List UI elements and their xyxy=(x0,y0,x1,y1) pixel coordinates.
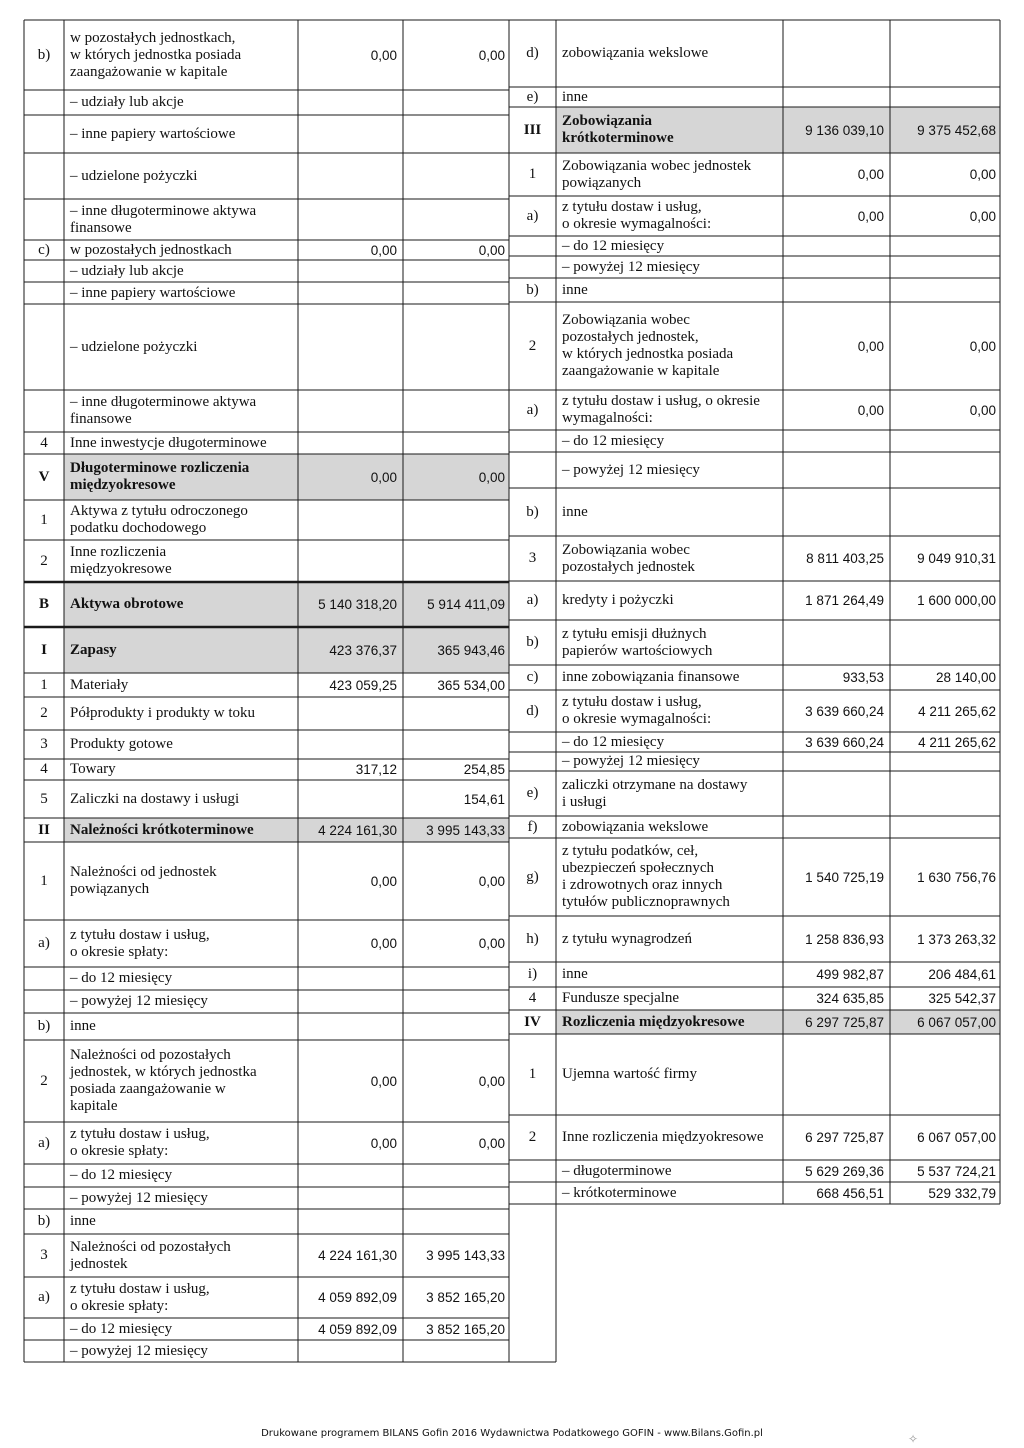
right-marker: b) xyxy=(526,503,539,520)
left-marker: a) xyxy=(38,1289,50,1305)
left-value-previous: 0,00 xyxy=(478,1135,505,1151)
left-row-label: – inne długoterminowe aktywa finansowe xyxy=(70,202,257,236)
right-row-label: inne zobowiązania finansowe xyxy=(562,669,740,685)
left-value-current: 4 059 892,09 xyxy=(318,1290,397,1305)
left-marker: 2 xyxy=(40,552,48,569)
left-row-label: – powyżej 12 miesięcy xyxy=(70,1189,208,1206)
right-value-current: 3 639 660,24 xyxy=(805,734,884,750)
right-row-label: Fundusze specjalne xyxy=(562,990,680,1006)
left-row-label: – powyżej 12 miesięcy xyxy=(70,993,208,1009)
left-value-previous: 5 914 411,09 xyxy=(427,597,505,612)
left-value-current: 423 059,25 xyxy=(329,677,397,693)
right-marker: 2 xyxy=(528,1129,537,1145)
right-marker: 1 xyxy=(528,1066,537,1082)
left-value-previous: 3 995 143,33 xyxy=(426,1248,505,1263)
right-value-current: 6 297 725,87 xyxy=(805,1014,884,1030)
right-marker: f) xyxy=(527,818,538,835)
left-value-current: 0,00 xyxy=(370,242,397,258)
scan-mark: ✧ xyxy=(908,1432,919,1446)
right-marker: 1 xyxy=(528,166,537,182)
right-row-label: kredyty i pożyczki xyxy=(562,592,674,608)
right-marker: e) xyxy=(526,785,539,801)
left-value-current: 0,00 xyxy=(370,469,397,485)
right-value-current: 9 136 039,10 xyxy=(805,122,884,138)
left-row-label: Materiały xyxy=(70,676,129,693)
left-row-label: Długoterminowe rozliczenia międzyokresowe xyxy=(70,460,250,493)
right-marker: a) xyxy=(526,592,539,608)
left-value-previous: 3 995 143,33 xyxy=(426,822,505,838)
right-value-current: 8 811 403,25 xyxy=(806,551,884,566)
right-row-label: Zobowiązania wobec pozostałych jednostek, w których jednostka posiada zaangażowanie w kapitale xyxy=(562,312,734,379)
left-row-label: Aktywa z tytułu odroczonego podatku dochodowego xyxy=(70,503,248,536)
right-marker: a) xyxy=(526,401,539,418)
left-row-label: Zaliczki na dostawy i usługi xyxy=(70,790,240,807)
right-marker: c) xyxy=(526,669,539,685)
left-marker: B xyxy=(38,596,49,612)
left-value-current: 423 376,37 xyxy=(329,642,397,658)
left-value-current: 0,00 xyxy=(370,1073,397,1089)
right-value-current: 0,00 xyxy=(857,402,884,418)
left-marker: a) xyxy=(38,1134,50,1151)
left-marker: c) xyxy=(38,241,50,258)
right-value-previous: 9 375 452,68 xyxy=(917,122,996,138)
left-row-label: Towary xyxy=(70,761,116,777)
left-value-current: 4 224 161,30 xyxy=(318,822,397,838)
left-value-previous: 0,00 xyxy=(478,936,505,951)
left-row-label: – udziały lub akcje xyxy=(70,262,184,279)
left-row-label: Należności od pozostałych jednostek, w których jednostka posiada zaangażowanie w kapitale xyxy=(70,1047,257,1114)
left-row-label: Zapasy xyxy=(70,641,117,658)
right-value-current: 1 540 725,19 xyxy=(805,869,884,885)
left-row-label: Należności od pozostałych jednostek xyxy=(70,1238,231,1272)
right-value-current: 1 871 264,49 xyxy=(805,593,884,608)
right-row-label: – długoterminowe xyxy=(562,1162,672,1179)
right-value-current: 324 635,85 xyxy=(816,991,884,1006)
left-row-label: – udziały lub akcje xyxy=(70,94,184,110)
left-row-label: – inne papiery wartościowe xyxy=(70,125,236,142)
left-row-label: – do 12 miesięcy xyxy=(70,970,173,986)
right-marker: III xyxy=(523,121,542,138)
left-value-previous: 365 943,46 xyxy=(437,642,505,658)
left-marker: 2 xyxy=(40,1072,48,1089)
right-value-current: 499 982,87 xyxy=(816,967,884,982)
right-value-current: 1 258 836,93 xyxy=(805,931,884,947)
left-row-label: Należności od jednostek powiązanych xyxy=(70,864,217,897)
right-row-label: z tytułu emisji dłużnych papierów wartościowych xyxy=(562,625,713,659)
right-value-previous: 0,00 xyxy=(969,402,996,418)
right-row-label: zaliczki otrzymane na dostawy i usługi xyxy=(562,776,748,810)
right-value-previous: 6 067 057,00 xyxy=(917,1130,996,1145)
right-value-previous: 9 049 910,31 xyxy=(917,551,996,566)
left-marker: 3 xyxy=(40,736,48,752)
right-value-previous: 1 630 756,76 xyxy=(917,869,996,885)
right-marker: 4 xyxy=(528,990,537,1006)
right-row-label: inne xyxy=(562,88,588,105)
right-row-label: Zobowiązania wobec jednostek powiązanych xyxy=(562,157,752,191)
left-row-label: Inne inwestycje długoterminowe xyxy=(70,434,267,451)
right-row-label: Rozliczenia międzyokresowe xyxy=(562,1013,745,1030)
left-value-current: 0,00 xyxy=(370,47,397,63)
right-row-label: Zobowiązania krótkoterminowe xyxy=(562,113,674,146)
left-row-label: – udzielone pożyczki xyxy=(70,338,198,355)
right-marker: g) xyxy=(526,868,539,885)
left-marker: I xyxy=(41,641,47,658)
left-marker: 5 xyxy=(40,790,48,807)
left-value-current: 0,00 xyxy=(370,1135,397,1151)
left-value-previous: 254,85 xyxy=(463,762,505,777)
right-value-current: 0,00 xyxy=(857,167,884,182)
left-marker: 4 xyxy=(40,761,48,777)
left-marker: 4 xyxy=(40,434,48,451)
left-marker: b) xyxy=(37,46,51,63)
left-value-previous: 3 852 165,20 xyxy=(426,1290,505,1305)
left-row-label: Inne rozliczenia międzyokresowe xyxy=(70,544,172,577)
right-marker: 3 xyxy=(528,550,537,566)
right-marker: b) xyxy=(526,634,539,650)
left-value-current: 0,00 xyxy=(370,936,397,951)
right-row-label: z tytułu dostaw i usług, o okresie wymagalności: xyxy=(562,199,712,232)
left-marker: b) xyxy=(37,1213,51,1229)
right-value-previous: 0,00 xyxy=(969,338,996,354)
right-row-label: Ujemna wartość firmy xyxy=(562,1066,697,1082)
left-value-previous: 0,00 xyxy=(478,469,505,485)
right-row-label: z tytułu wynagrodzeń xyxy=(562,930,692,947)
left-value-previous: 0,00 xyxy=(478,47,505,63)
left-value-current: 4 224 161,30 xyxy=(318,1248,397,1263)
left-marker: 2 xyxy=(40,705,48,721)
right-value-current: 6 297 725,87 xyxy=(805,1130,884,1145)
left-row-label: – do 12 miesięcy xyxy=(70,1167,173,1183)
right-row-label: inne xyxy=(562,281,588,298)
right-row-label: – powyżej 12 miesięcy xyxy=(562,258,700,275)
right-value-previous: 4 211 265,62 xyxy=(918,734,996,750)
right-marker: 2 xyxy=(528,337,537,354)
left-value-current: 317,12 xyxy=(355,762,397,777)
right-value-current: 668 456,51 xyxy=(816,1185,884,1201)
left-marker: V xyxy=(38,468,50,485)
right-marker: IV xyxy=(524,1013,541,1030)
left-row-label: w pozostałych jednostkach, w których jednostka posiada zaangażowanie w kapitale xyxy=(70,29,242,80)
right-value-previous: 0,00 xyxy=(969,208,996,224)
right-row-label: – krótkoterminowe xyxy=(562,1184,677,1201)
right-marker: i) xyxy=(527,966,538,982)
right-marker: e) xyxy=(526,88,539,105)
right-value-current: 0,00 xyxy=(857,208,884,224)
left-row-label: – inne długoterminowe aktywa finansowe xyxy=(70,394,257,427)
right-marker: h) xyxy=(526,930,539,947)
left-value-current: 4 059 892,09 xyxy=(318,1321,397,1337)
right-row-label: z tytułu dostaw i usług, o okresie wymagalności: xyxy=(562,393,760,426)
print-footer: Drukowane programem BILANS Gofin 2016 Wydawnictwa Podatkowego GOFIN - www.Bilans.Gofin.pl xyxy=(261,1428,763,1439)
left-row-label: z tytułu dostaw i usług, o okresie spłaty: xyxy=(70,1126,210,1159)
left-row-label: w pozostałych jednostkach xyxy=(70,241,232,258)
left-row-label: inne xyxy=(70,1213,96,1229)
left-value-previous: 0,00 xyxy=(478,873,505,889)
right-value-previous: 529 332,79 xyxy=(928,1185,996,1201)
right-row-label: – powyżej 12 miesięcy xyxy=(562,461,700,478)
left-value-previous: 365 534,00 xyxy=(437,677,505,693)
left-row-label: Półprodukty i produkty w toku xyxy=(70,705,256,721)
left-value-previous: 3 852 165,20 xyxy=(426,1321,505,1337)
left-row-label: – inne papiery wartościowe xyxy=(70,284,236,301)
right-row-label: – do 12 miesięcy xyxy=(562,237,665,254)
right-row-label: inne xyxy=(562,503,588,520)
left-value-previous: 0,00 xyxy=(478,242,505,258)
right-row-label: z tytułu dostaw i usług, o okresie wymagalności: xyxy=(562,694,712,727)
right-value-previous: 1 600 000,00 xyxy=(917,593,996,608)
left-row-label: z tytułu dostaw i usług, o okresie spłaty: xyxy=(70,926,210,960)
left-value-previous: 154,61 xyxy=(463,791,505,807)
left-value-previous: 0,00 xyxy=(478,1073,505,1089)
right-value-previous: 6 067 057,00 xyxy=(917,1014,996,1030)
left-row-label: – udzielone pożyczki xyxy=(70,167,198,184)
left-value-current: 0,00 xyxy=(370,873,397,889)
right-row-label: – do 12 miesięcy xyxy=(562,733,665,750)
right-value-previous: 206 484,61 xyxy=(928,967,996,982)
right-row-label: Inne rozliczenia międzyokresowe xyxy=(562,1129,764,1145)
right-value-current: 5 629 269,36 xyxy=(805,1163,884,1179)
right-value-current: 933,53 xyxy=(842,670,884,685)
right-row-label: Zobowiązania wobec pozostałych jednostek xyxy=(562,541,695,575)
left-row-label: z tytułu dostaw i usług, o okresie spłaty: xyxy=(70,1280,210,1314)
left-marker: b) xyxy=(37,1018,51,1034)
right-row-label: z tytułu podatków, ceł, ubezpieczeń społecznych i zdrowotnych oraz innych tytułów publicznoprawnych xyxy=(562,843,730,910)
left-row-label: – do 12 miesięcy xyxy=(70,1320,173,1337)
right-value-previous: 28 140,00 xyxy=(935,670,996,685)
right-marker: d) xyxy=(526,702,539,719)
right-value-previous: 5 537 724,21 xyxy=(917,1163,996,1179)
right-value-previous: 4 211 265,62 xyxy=(918,703,996,719)
left-row-label: – powyżej 12 miesięcy xyxy=(70,1342,208,1359)
right-marker: b) xyxy=(526,281,539,298)
left-marker: 1 xyxy=(40,872,48,889)
right-row-label: – powyżej 12 miesięcy xyxy=(562,753,700,769)
right-value-previous: 0,00 xyxy=(969,167,996,182)
left-marker: 1 xyxy=(40,511,48,528)
right-value-current: 0,00 xyxy=(857,338,884,354)
left-marker: II xyxy=(38,821,50,838)
left-value-current: 5 140 318,20 xyxy=(318,597,397,612)
left-row-label: Należności krótkoterminowe xyxy=(70,821,254,838)
left-row-label: Aktywa obrotowe xyxy=(70,596,184,612)
left-row-label: Produkty gotowe xyxy=(70,736,173,752)
left-marker: a) xyxy=(38,935,50,951)
right-row-label: – do 12 miesięcy xyxy=(562,432,665,449)
right-row-label: inne xyxy=(562,966,588,982)
right-row-label: zobowiązania wekslowe xyxy=(562,818,709,835)
left-marker: 1 xyxy=(40,676,48,693)
right-value-current: 3 639 660,24 xyxy=(805,703,884,719)
right-row-label: zobowiązania wekslowe xyxy=(562,45,709,61)
left-row-label: inne xyxy=(70,1018,96,1034)
right-marker: a) xyxy=(526,207,539,224)
left-marker: 3 xyxy=(40,1247,48,1263)
right-value-previous: 325 542,37 xyxy=(928,991,996,1006)
right-value-previous: 1 373 263,32 xyxy=(917,931,996,947)
right-marker: d) xyxy=(526,45,539,61)
